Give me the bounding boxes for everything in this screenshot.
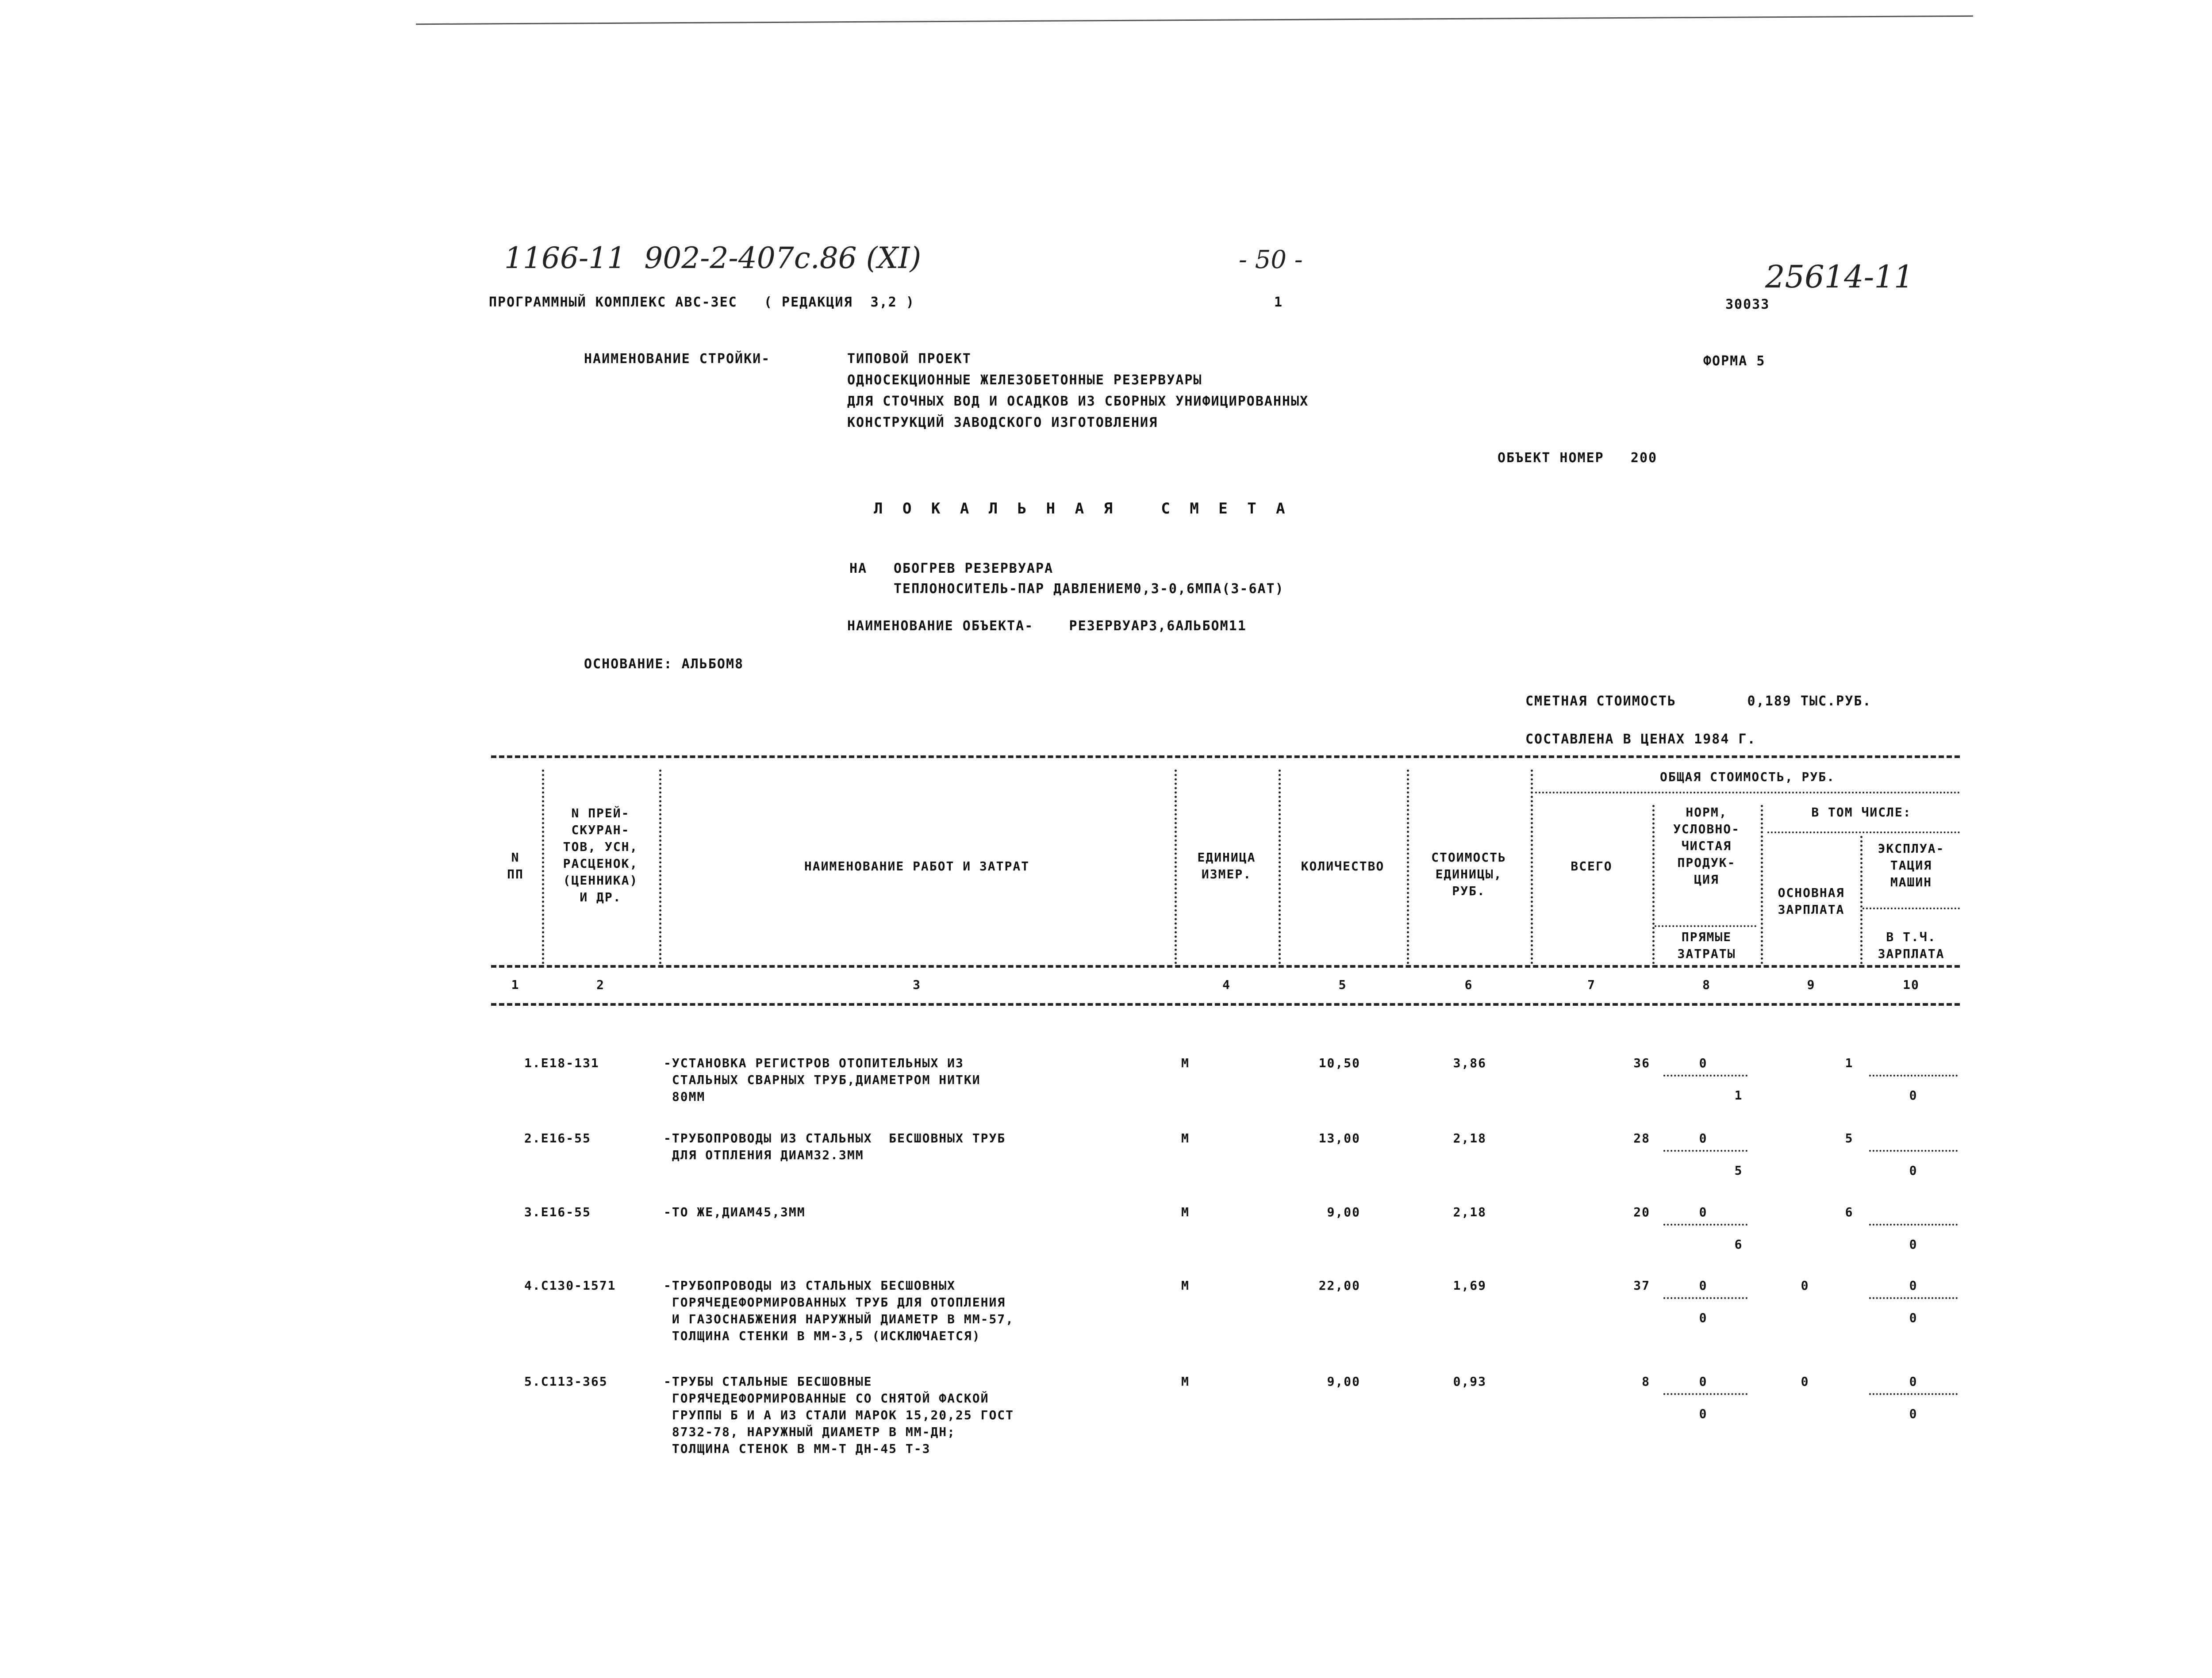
col-number-9: 9 bbox=[1807, 977, 1816, 992]
header-col-3: НАИМЕНОВАНИЕ РАБОТ И ЗАТРАТ bbox=[804, 859, 1030, 873]
handwritten-reference-right: 25614-11 bbox=[1765, 259, 1914, 295]
group-under-rule bbox=[1535, 792, 1960, 793]
row-3-name: -ТО ЖЕ,ДИАМ45,3ММ bbox=[664, 1205, 806, 1219]
row-2-code: 2.Е16-55 bbox=[524, 1131, 591, 1145]
header-col-2: N ПРЕЙ- СКУРАН- ТОВ, УСН, РАСЦЕНОК, (ЦЕННИКА) И ДР. bbox=[563, 806, 638, 904]
handwritten-page-number: - 50 - bbox=[1239, 245, 1303, 274]
row-2-col10: 5 bbox=[1845, 1131, 1854, 1145]
row-1-col10-rule bbox=[1869, 1075, 1958, 1077]
row-4-col10b: 0 bbox=[1909, 1310, 1918, 1325]
col-number-7: 7 bbox=[1587, 977, 1596, 992]
row-5-total: 8 bbox=[1642, 1374, 1650, 1389]
col-number-2: 2 bbox=[596, 977, 605, 992]
col-number-5: 5 bbox=[1338, 977, 1347, 992]
on-line-1: ОБОГРЕВ РЕЗЕРВУАРА bbox=[894, 561, 1054, 576]
price-level: СОСТАВЛЕНА В ЦЕНАХ 1984 Г. bbox=[1525, 732, 1756, 747]
order-number: 30033 bbox=[1725, 297, 1770, 312]
row-5-col8: 0 bbox=[1699, 1374, 1708, 1389]
row-2-col8b: 5 bbox=[1734, 1163, 1743, 1178]
row-1-col8b: 1 bbox=[1734, 1088, 1743, 1103]
row-3-col8-rule bbox=[1663, 1224, 1747, 1226]
row-4-col8b: 0 bbox=[1699, 1310, 1708, 1325]
row-4-code: 4.С130-1571 bbox=[524, 1278, 616, 1293]
row-3-unit: М bbox=[1181, 1205, 1190, 1219]
header-group-total: ОБЩАЯ СТОИМОСТЬ, РУБ. bbox=[1659, 770, 1835, 784]
row-2-qty: 13,00 bbox=[1318, 1131, 1360, 1145]
row-1-col10: 1 bbox=[1845, 1056, 1854, 1070]
row-1-total: 36 bbox=[1633, 1056, 1650, 1070]
row-4-col9: 0 bbox=[1801, 1278, 1809, 1293]
row-5-col10-rule bbox=[1869, 1393, 1958, 1395]
header-col-9: ОСНОВНАЯ ЗАРПЛАТА bbox=[1778, 885, 1845, 917]
header-col-8b: ПРЯМЫЕ ЗАТРАТЫ bbox=[1677, 930, 1736, 961]
row-4-col8-rule bbox=[1663, 1297, 1747, 1299]
object-name: НАИМЕНОВАНИЕ ОБЪЕКТА- РЕЗЕРВУАР3,6АЛЬБОМ11 bbox=[847, 618, 1247, 634]
document-title: Л О К А Л Ь Н А Я С М Е Т А bbox=[874, 500, 1290, 517]
header-bottom-rule bbox=[491, 965, 1960, 968]
row-3-col8b: 6 bbox=[1734, 1237, 1743, 1252]
row-3-col8: 0 bbox=[1699, 1205, 1708, 1219]
program-line: ПРОГРАММНЫЙ КОМПЛЕКС АВС-ЗЕС ( РЕДАКЦИЯ 3,2 ) bbox=[489, 295, 915, 310]
form-label: ФОРМА 5 bbox=[1703, 353, 1766, 369]
row-3-col10: 6 bbox=[1845, 1205, 1854, 1219]
row-5-unit: М bbox=[1181, 1374, 1190, 1389]
row-3-col10-rule bbox=[1869, 1224, 1958, 1226]
row-2-col8-rule bbox=[1663, 1150, 1747, 1152]
row-2-col10-rule bbox=[1869, 1150, 1958, 1152]
on-line-2: ТЕПЛОНОСИТЕЛЬ-ПАР ДАВЛЕНИЕМ0,3-0,6МПА(3-6АТ) bbox=[894, 581, 1284, 597]
row-5-col9: 0 bbox=[1801, 1374, 1809, 1389]
row-1-price: 3,86 bbox=[1453, 1056, 1486, 1070]
row-2-total: 28 bbox=[1633, 1131, 1650, 1145]
row-4-qty: 22,00 bbox=[1318, 1278, 1360, 1293]
row-5-col10: 0 bbox=[1909, 1374, 1918, 1389]
scan-edge-line bbox=[416, 15, 1973, 25]
row-1-code: 1.Е18-131 bbox=[524, 1056, 599, 1070]
header-col-7: ВСЕГО bbox=[1571, 859, 1613, 873]
row-1-qty: 10,50 bbox=[1318, 1056, 1360, 1070]
row-1-col8-rule bbox=[1663, 1075, 1747, 1077]
row-2-name: -ТРУБОПРОВОДЫ ИЗ СТАЛЬНЫХ БЕСШОВНЫХ ТРУБ ДЛЯ ОТПЛЕНИЯ ДИАМ32.3ММ bbox=[664, 1131, 1006, 1162]
row-5-name: -ТРУБЫ СТАЛЬНЫЕ БЕСШОВНЫЕ ГОРЯЧЕДЕФОРМИРОВАННЫЕ СО СНЯТОЙ ФАСКОЙ ГРУППЫ Б И А ИЗ СТАЛИ МАРОК 15,20,25 ГОСТ 8732-78, НАРУЖНЫЙ ДИАМЕТР В ММ-ДН; ТОЛЩИНА СТЕНОК В ММ-Т ДН-45 Т-3 bbox=[664, 1374, 1014, 1456]
table-top-rule bbox=[491, 755, 1960, 758]
col-number-8: 8 bbox=[1702, 977, 1711, 992]
row-3-qty: 9,00 bbox=[1327, 1205, 1360, 1219]
col10-split-rule bbox=[1863, 908, 1960, 909]
incl-under-rule bbox=[1767, 831, 1960, 833]
estimated-cost: СМЕТНАЯ СТОИМОСТЬ 0,189 ТЫС.РУБ. bbox=[1525, 693, 1872, 709]
row-1-col8: 0 bbox=[1699, 1056, 1708, 1070]
row-4-col8: 0 bbox=[1699, 1278, 1708, 1293]
row-1-unit: М bbox=[1181, 1056, 1190, 1070]
project-line-1: ТИПОВОЙ ПРОЕКТ bbox=[847, 351, 972, 367]
basis-line: ОСНОВАНИЕ: АЛЬБОМ8 bbox=[584, 656, 744, 672]
row-2-col8: 0 bbox=[1699, 1131, 1708, 1145]
header-col-10: ЭКСПЛУА- ТАЦИЯ МАШИН bbox=[1878, 841, 1945, 889]
header-col-5: КОЛИЧЕСТВО bbox=[1301, 859, 1385, 873]
header-col-10b: В Т.Ч. ЗАРПЛАТА bbox=[1878, 930, 1945, 961]
object-number: ОБЪЕКТ НОМЕР 200 bbox=[1498, 450, 1658, 466]
header-col-1: N ПП bbox=[507, 850, 524, 881]
row-4-price: 1,69 bbox=[1453, 1278, 1486, 1293]
row-5-col10b: 0 bbox=[1909, 1406, 1918, 1421]
row-3-code: 3.Е16-55 bbox=[524, 1205, 591, 1219]
row-5-qty: 9,00 bbox=[1327, 1374, 1360, 1389]
row-1-name: -УСТАНОВКА РЕГИСТРОВ ОТОПИТЕЛЬНЫХ ИЗ СТАЛЬНЫХ СВАРНЫХ ТРУБ,ДИАМЕТРОМ НИТКИ 80ММ bbox=[664, 1056, 981, 1104]
numbers-bottom-rule bbox=[491, 1003, 1960, 1006]
col-number-1: 1 bbox=[511, 977, 520, 992]
row-4-col10-rule bbox=[1869, 1297, 1958, 1299]
on-label: НА bbox=[849, 561, 868, 576]
col-number-10: 10 bbox=[1903, 977, 1920, 992]
row-5-code: 5.С113-365 bbox=[524, 1374, 608, 1389]
row-3-total: 20 bbox=[1633, 1205, 1650, 1219]
col-number-4: 4 bbox=[1222, 977, 1231, 992]
col-number-6: 6 bbox=[1464, 977, 1473, 992]
tick-mark: 1 bbox=[1274, 295, 1283, 310]
row-2-unit: М bbox=[1181, 1131, 1190, 1145]
header-col-8: НОРМ, УСЛОВНО- ЧИСТАЯ ПРОДУК- ЦИЯ bbox=[1673, 805, 1740, 887]
project-line-4: КОНСТРУКЦИЙ ЗАВОДСКОГО ИЗГОТОВЛЕНИЯ bbox=[847, 415, 1158, 430]
row-3-price: 2,18 bbox=[1453, 1205, 1486, 1219]
row-2-col10b: 0 bbox=[1909, 1163, 1918, 1178]
row-4-total: 37 bbox=[1633, 1278, 1650, 1293]
row-4-col10: 0 bbox=[1909, 1278, 1918, 1293]
row-5-col8b: 0 bbox=[1699, 1406, 1708, 1421]
col8-split-rule bbox=[1655, 925, 1756, 927]
header-incl: В ТОМ ЧИСЛЕ: bbox=[1811, 805, 1912, 820]
col-number-3: 3 bbox=[913, 977, 921, 992]
project-line-2: ОДНОСЕКЦИОННЫЕ ЖЕЛЕЗОБЕТОННЫЕ РЕЗЕРВУАРЫ bbox=[847, 372, 1202, 388]
row-4-unit: М bbox=[1181, 1278, 1190, 1293]
row-5-col8-rule bbox=[1663, 1393, 1747, 1395]
header-col-6: СТОИМОСТЬ ЕДИНИЦЫ, РУБ. bbox=[1431, 850, 1506, 898]
header-col-4: ЕДИНИЦА ИЗМЕР. bbox=[1197, 850, 1256, 881]
handwritten-reference-left: 1166-11 902-2-407с.86 (XI) bbox=[504, 241, 922, 275]
row-5-price: 0,93 bbox=[1453, 1374, 1486, 1389]
row-3-col10b: 0 bbox=[1909, 1237, 1918, 1252]
project-label: НАИМЕНОВАНИЕ СТРОЙКИ- bbox=[584, 351, 771, 367]
project-line-3: ДЛЯ СТОЧНЫХ ВОД И ОСАДКОВ ИЗ СБОРНЫХ УНИФИЦИРОВАННЫХ bbox=[847, 394, 1309, 409]
row-4-name: -ТРУБОПРОВОДЫ ИЗ СТАЛЬНЫХ БЕСШОВНЫХ ГОРЯЧЕДЕФОРМИРОВАННЫХ ТРУБ ДЛЯ ОТОПЛЕНИЯ И ГАЗОСНАБЖЕНИЯ НАРУЖНЫЙ ДИАМЕТР В ММ-57, ТОЛЩИНА СТЕНКИ В ММ-3,5 (ИСКЛЮЧАЕТСЯ) bbox=[664, 1278, 1014, 1343]
row-1-col10b: 0 bbox=[1909, 1088, 1918, 1103]
row-2-price: 2,18 bbox=[1453, 1131, 1486, 1145]
